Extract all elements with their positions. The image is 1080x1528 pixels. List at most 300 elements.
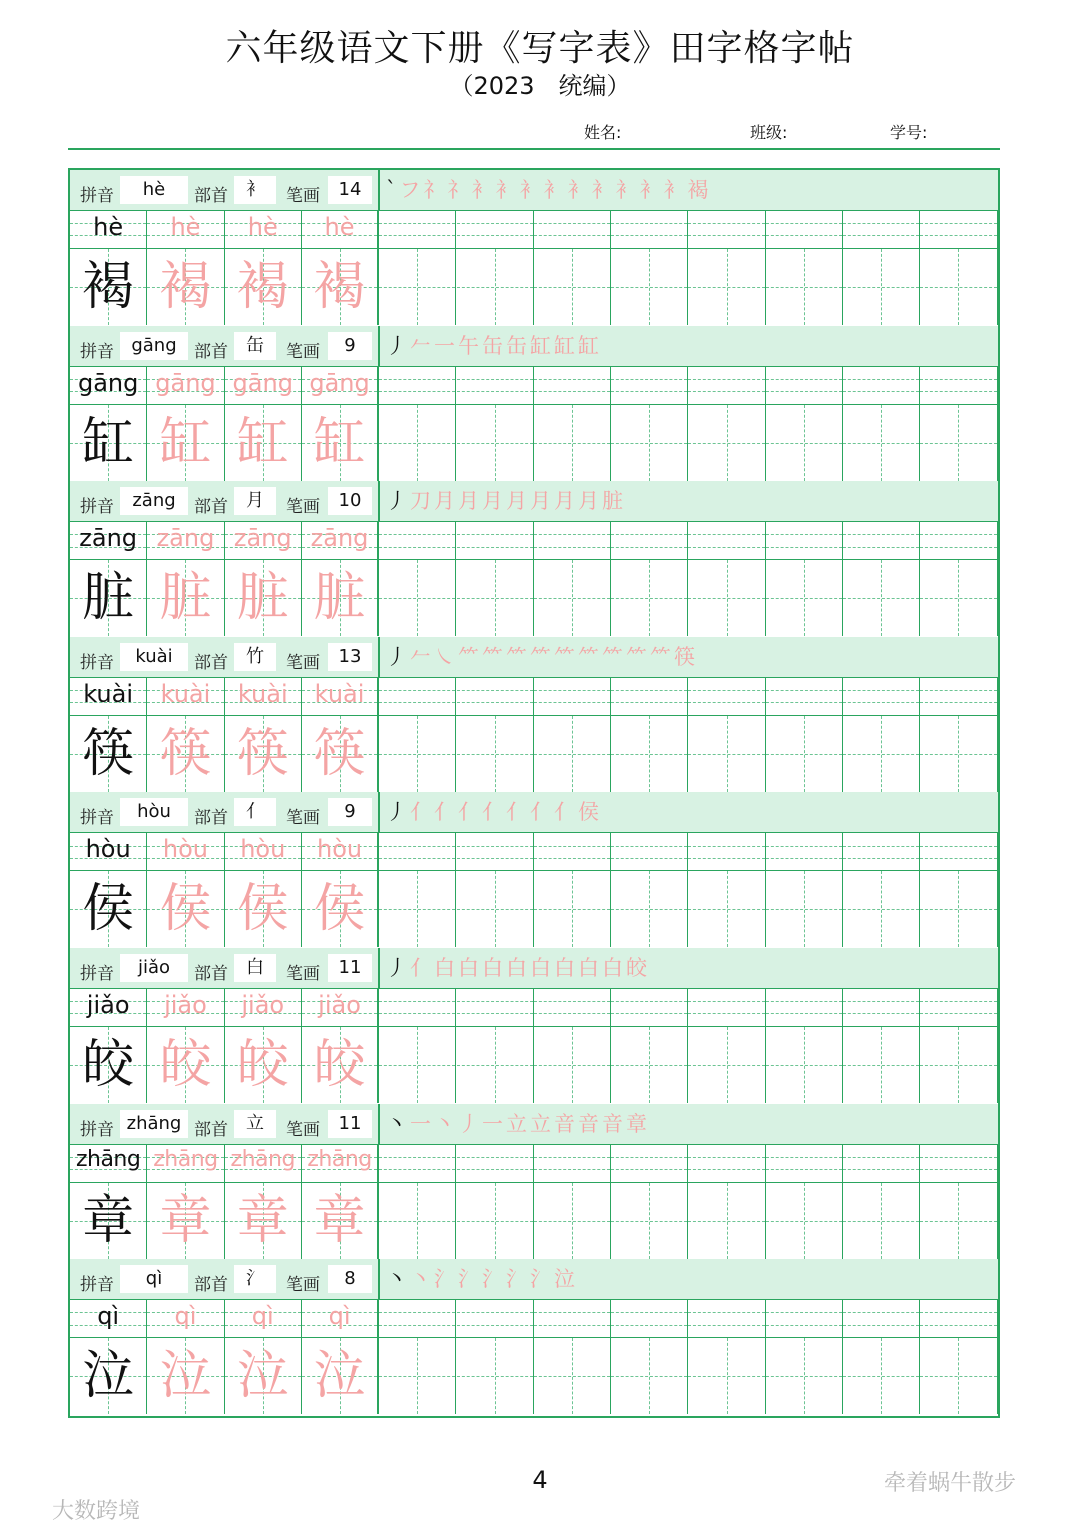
tianzige-cell[interactable] bbox=[534, 249, 611, 325]
radical-label: 部首 bbox=[194, 808, 228, 829]
character-model: 泣 bbox=[82, 1346, 135, 1407]
stroke-step: 礻 bbox=[423, 178, 448, 202]
stroke-step: 缶 bbox=[482, 333, 506, 358]
tianzige-cell bbox=[302, 871, 379, 947]
tianzige-cell[interactable] bbox=[534, 560, 611, 636]
stroke-step: 𠂉 bbox=[410, 333, 434, 358]
stroke-step: ⺮ bbox=[650, 644, 674, 669]
tianzige-cell[interactable] bbox=[611, 871, 688, 947]
tianzige-cell[interactable] bbox=[611, 405, 688, 481]
stroke-step: 泣 bbox=[554, 1267, 578, 1292]
tianzige-cell bbox=[302, 1027, 379, 1103]
pinyin-cell[interactable] bbox=[920, 367, 997, 404]
tianzige-cell[interactable] bbox=[920, 871, 997, 947]
pinyin-trace: qì bbox=[328, 1302, 351, 1331]
pinyin-cell[interactable] bbox=[611, 211, 688, 248]
character-trace: 脏 bbox=[236, 568, 289, 629]
tianzige-cell[interactable] bbox=[920, 1183, 997, 1259]
pinyin-cell[interactable] bbox=[457, 211, 534, 248]
radical-label: 部首 bbox=[194, 497, 228, 518]
tianzige-cell[interactable] bbox=[379, 871, 456, 947]
pinyin-cell[interactable] bbox=[843, 522, 920, 559]
pinyin-cell[interactable] bbox=[766, 1300, 843, 1337]
pinyin-cell bbox=[147, 1300, 224, 1337]
pinyin-cell bbox=[225, 522, 302, 559]
pinyin-trace: hè bbox=[324, 213, 355, 241]
stroke-step: 丿 bbox=[386, 800, 410, 825]
stroke-step: 丶 bbox=[410, 1267, 434, 1292]
character-block bbox=[70, 792, 998, 949]
tianzige-cell[interactable] bbox=[843, 716, 920, 792]
pinyin-cell[interactable] bbox=[688, 1145, 765, 1182]
pinyin-cell[interactable] bbox=[379, 1300, 456, 1337]
pinyin-value: jiǎo bbox=[120, 954, 188, 982]
pinyin-cell[interactable] bbox=[688, 367, 765, 404]
pinyin-cell[interactable] bbox=[611, 1145, 688, 1182]
pinyin-cell[interactable] bbox=[920, 522, 997, 559]
tianzige-cell[interactable] bbox=[457, 560, 534, 636]
tianzige-cell[interactable] bbox=[843, 405, 920, 481]
tianzige-cell bbox=[302, 1338, 379, 1414]
stroke-count-value: 9 bbox=[328, 798, 372, 826]
pinyin-trace: kuài bbox=[237, 679, 288, 708]
character-row bbox=[70, 1183, 998, 1259]
radical-value: 亻 bbox=[234, 798, 276, 826]
info-band bbox=[70, 326, 998, 367]
pinyin-cell[interactable] bbox=[534, 1300, 611, 1337]
pinyin-cell[interactable] bbox=[688, 678, 765, 715]
pinyin-cell[interactable] bbox=[843, 1145, 920, 1182]
character-trace: 泣 bbox=[236, 1346, 289, 1407]
student-fields bbox=[0, 120, 1080, 142]
tianzige-cell[interactable] bbox=[379, 1027, 456, 1103]
tianzige-cell[interactable] bbox=[534, 871, 611, 947]
pinyin-cell[interactable] bbox=[688, 989, 765, 1026]
pinyin-cell[interactable] bbox=[457, 522, 534, 559]
stroke-step: 白 bbox=[602, 956, 626, 980]
tianzige-cell[interactable] bbox=[843, 560, 920, 636]
stroke-step: ⺮ bbox=[530, 644, 554, 669]
pinyin-model: qì bbox=[97, 1302, 120, 1331]
character-row bbox=[70, 1027, 998, 1103]
band-divider bbox=[378, 948, 380, 988]
pinyin-trace: jiǎo bbox=[318, 991, 361, 1019]
character-block bbox=[70, 170, 998, 327]
pinyin-cell bbox=[225, 678, 302, 715]
stroke-step: 音 bbox=[554, 1111, 578, 1136]
tianzige-cell[interactable] bbox=[688, 716, 765, 792]
strokes-label: 笔画 bbox=[286, 652, 320, 673]
tianzige-cell bbox=[70, 871, 147, 947]
tianzige-cell[interactable] bbox=[379, 1183, 456, 1259]
tianzige-cell[interactable] bbox=[688, 249, 765, 325]
pinyin-cell[interactable] bbox=[843, 678, 920, 715]
pinyin-model: hòu bbox=[85, 835, 131, 864]
stroke-step: 褐 bbox=[687, 178, 712, 202]
tianzige-cell[interactable] bbox=[379, 405, 456, 481]
tianzige-cell[interactable] bbox=[379, 716, 456, 792]
student-id-label: 学号: bbox=[890, 123, 928, 142]
pinyin-row bbox=[70, 367, 998, 405]
pinyin-trace: zhāng bbox=[307, 1146, 372, 1172]
tianzige-cell bbox=[147, 1027, 224, 1103]
pinyin-cell[interactable] bbox=[611, 1300, 688, 1337]
tianzige-cell bbox=[225, 249, 302, 325]
stroke-step: 丿 bbox=[386, 489, 410, 514]
stroke-step: 衤 bbox=[519, 178, 544, 202]
pinyin-label: 拼音 bbox=[80, 808, 114, 829]
pinyin-cell[interactable] bbox=[457, 367, 534, 404]
tianzige-cell[interactable] bbox=[688, 405, 765, 481]
pinyin-trace: gāng bbox=[232, 368, 293, 397]
stroke-step: 白 bbox=[458, 956, 482, 980]
pinyin-cell[interactable] bbox=[843, 367, 920, 404]
pinyin-cell bbox=[225, 1145, 302, 1182]
pinyin-cell[interactable] bbox=[379, 833, 456, 870]
stroke-step: 亻 bbox=[530, 800, 554, 825]
tianzige-cell[interactable] bbox=[688, 1338, 765, 1414]
info-band bbox=[70, 170, 998, 211]
radical-value: 缶 bbox=[234, 332, 276, 360]
band-divider bbox=[378, 792, 380, 832]
pinyin-label: 拼音 bbox=[80, 964, 114, 984]
tianzige-cell[interactable] bbox=[534, 1183, 611, 1259]
pinyin-cell bbox=[225, 367, 302, 404]
tianzige-cell[interactable] bbox=[379, 249, 456, 325]
tianzige-cell bbox=[225, 560, 302, 636]
tianzige-cell[interactable] bbox=[457, 871, 534, 947]
pinyin-cell[interactable] bbox=[611, 522, 688, 559]
tianzige-cell[interactable] bbox=[920, 1027, 997, 1103]
tianzige-cell[interactable] bbox=[611, 560, 688, 636]
pinyin-cell bbox=[302, 1300, 379, 1337]
tianzige-cell[interactable] bbox=[457, 405, 534, 481]
stroke-order bbox=[386, 174, 996, 206]
stroke-step: 礻 bbox=[447, 178, 472, 202]
stroke-step: 月 bbox=[434, 489, 458, 514]
tianzige-cell[interactable] bbox=[766, 405, 843, 481]
tianzige-cell bbox=[70, 249, 147, 325]
pinyin-cell[interactable] bbox=[457, 833, 534, 870]
tianzige-cell[interactable] bbox=[379, 1338, 456, 1414]
pinyin-trace: hòu bbox=[240, 835, 286, 864]
pinyin-trace: gāng bbox=[155, 368, 216, 397]
radical-value: 白 bbox=[234, 954, 276, 982]
pinyin-cell[interactable] bbox=[457, 678, 534, 715]
stroke-step: 亻 bbox=[506, 800, 530, 825]
tianzige-cell[interactable] bbox=[766, 1338, 843, 1414]
pinyin-cell[interactable] bbox=[766, 522, 843, 559]
pinyin-cell[interactable] bbox=[457, 1300, 534, 1337]
pinyin-cell bbox=[302, 367, 379, 404]
character-model: 章 bbox=[82, 1190, 135, 1251]
character-row bbox=[70, 405, 998, 481]
strokes-label: 笔画 bbox=[286, 964, 320, 984]
stroke-step: 白 bbox=[506, 956, 530, 980]
stroke-step: 氵 bbox=[506, 1267, 530, 1292]
pinyin-cell[interactable] bbox=[534, 522, 611, 559]
band-divider bbox=[378, 326, 380, 366]
pinyin-cell[interactable] bbox=[611, 678, 688, 715]
tianzige-cell[interactable] bbox=[534, 1027, 611, 1103]
stroke-count-value: 11 bbox=[328, 1110, 372, 1138]
info-band bbox=[70, 1104, 998, 1145]
pinyin-row bbox=[70, 211, 998, 249]
pinyin-cell bbox=[302, 678, 379, 715]
tianzige-cell bbox=[147, 871, 224, 947]
pinyin-cell[interactable] bbox=[766, 833, 843, 870]
stroke-step: 𠂉 bbox=[410, 644, 434, 669]
strokes-label: 笔画 bbox=[286, 341, 320, 362]
character-trace: 褐 bbox=[313, 257, 366, 317]
tianzige-cell[interactable] bbox=[766, 871, 843, 947]
pinyin-cell bbox=[70, 678, 147, 715]
pinyin-cell[interactable] bbox=[457, 989, 534, 1026]
tianzige-cell[interactable] bbox=[457, 716, 534, 792]
stroke-step: 刀 bbox=[410, 489, 434, 514]
character-trace: 侯 bbox=[159, 879, 212, 940]
pinyin-cell[interactable] bbox=[766, 678, 843, 715]
pinyin-cell[interactable] bbox=[534, 211, 611, 248]
radical-value: 立 bbox=[234, 1110, 276, 1138]
info-band bbox=[70, 481, 998, 522]
band-divider bbox=[378, 1259, 380, 1299]
pinyin-cell[interactable] bbox=[920, 211, 997, 248]
pinyin-cell[interactable] bbox=[843, 833, 920, 870]
pinyin-trace: zhāng bbox=[230, 1146, 295, 1172]
page-subtitle: （2023 统编） bbox=[449, 72, 631, 100]
stroke-step: 丶 bbox=[386, 1267, 410, 1292]
stroke-step: 音 bbox=[602, 1111, 626, 1136]
character-trace: 章 bbox=[236, 1190, 289, 1251]
tianzige-cell[interactable] bbox=[688, 560, 765, 636]
pinyin-cell[interactable] bbox=[843, 211, 920, 248]
tianzige-cell[interactable] bbox=[920, 249, 997, 325]
tianzige-cell[interactable] bbox=[534, 716, 611, 792]
pinyin-trace: kuài bbox=[314, 679, 365, 708]
tianzige-cell bbox=[225, 405, 302, 481]
pinyin-cell[interactable] bbox=[534, 367, 611, 404]
tianzige-cell[interactable] bbox=[843, 1338, 920, 1414]
pinyin-cell[interactable] bbox=[688, 1300, 765, 1337]
pinyin-cell[interactable] bbox=[688, 833, 765, 870]
pinyin-cell[interactable] bbox=[920, 989, 997, 1026]
pinyin-label: 拼音 bbox=[80, 341, 114, 362]
pinyin-cell[interactable] bbox=[379, 367, 456, 404]
name-label: 姓名: bbox=[584, 123, 622, 142]
pinyin-cell[interactable] bbox=[766, 989, 843, 1026]
character-trace: 侯 bbox=[236, 879, 289, 940]
pinyin-cell[interactable] bbox=[379, 522, 456, 559]
tianzige-cell bbox=[225, 1027, 302, 1103]
strokes-label: 笔画 bbox=[286, 497, 320, 518]
tianzige-cell bbox=[147, 560, 224, 636]
tianzige-cell[interactable] bbox=[457, 1338, 534, 1414]
pinyin-cell[interactable] bbox=[534, 1145, 611, 1182]
pinyin-model: gāng bbox=[77, 368, 139, 397]
watermark-right: 牵着蜗牛散步 bbox=[884, 1471, 1017, 1496]
tianzige-cell[interactable] bbox=[611, 716, 688, 792]
pinyin-cell[interactable] bbox=[920, 1300, 997, 1337]
pinyin-cell[interactable] bbox=[379, 989, 456, 1026]
tianzige-cell[interactable] bbox=[766, 249, 843, 325]
band-divider bbox=[378, 481, 380, 521]
stroke-step: 音 bbox=[578, 1111, 602, 1136]
stroke-order bbox=[386, 796, 996, 828]
tianzige-cell[interactable] bbox=[920, 405, 997, 481]
pinyin-cell[interactable] bbox=[534, 678, 611, 715]
pinyin-cell[interactable] bbox=[534, 833, 611, 870]
stroke-step: 丿 bbox=[458, 1111, 482, 1136]
radical-label: 部首 bbox=[194, 1119, 228, 1140]
pinyin-cell[interactable] bbox=[379, 211, 456, 248]
pinyin-label: 拼音 bbox=[80, 1275, 114, 1296]
tianzige-cell bbox=[147, 405, 224, 481]
tianzige-cell[interactable] bbox=[843, 1183, 920, 1259]
pinyin-cell[interactable] bbox=[379, 1145, 456, 1182]
pinyin-trace: hè bbox=[170, 213, 201, 241]
pinyin-trace: zāng bbox=[233, 524, 292, 553]
tianzige-cell[interactable] bbox=[457, 1183, 534, 1259]
tianzige-cell[interactable] bbox=[688, 871, 765, 947]
pinyin-cell bbox=[70, 211, 147, 248]
pinyin-row bbox=[70, 522, 998, 560]
tianzige-cell bbox=[225, 1183, 302, 1259]
character-model: 脏 bbox=[82, 568, 135, 629]
tianzige-cell[interactable] bbox=[379, 560, 456, 636]
pinyin-cell[interactable] bbox=[920, 678, 997, 715]
pinyin-trace: zhāng bbox=[153, 1146, 218, 1172]
character-trace: 侯 bbox=[313, 879, 366, 940]
pinyin-cell[interactable] bbox=[688, 522, 765, 559]
tianzige-cell[interactable] bbox=[611, 249, 688, 325]
strokes-label: 笔画 bbox=[286, 1119, 320, 1140]
stroke-step: 缸 bbox=[578, 333, 602, 358]
tianzige-cell[interactable] bbox=[843, 249, 920, 325]
tianzige-cell[interactable] bbox=[611, 1183, 688, 1259]
tianzige-cell[interactable] bbox=[611, 1027, 688, 1103]
pinyin-cell[interactable] bbox=[843, 989, 920, 1026]
tianzige-cell bbox=[302, 560, 379, 636]
stroke-step: ⺮ bbox=[554, 644, 578, 669]
pinyin-cell[interactable] bbox=[920, 833, 997, 870]
stroke-step: 白 bbox=[554, 956, 578, 980]
pinyin-label: 拼音 bbox=[80, 186, 114, 206]
pinyin-cell bbox=[147, 989, 224, 1026]
tianzige-cell[interactable] bbox=[843, 871, 920, 947]
pinyin-cell[interactable] bbox=[766, 211, 843, 248]
pinyin-trace: qì bbox=[174, 1302, 197, 1331]
pinyin-cell bbox=[70, 1145, 147, 1182]
stroke-step: 丿 bbox=[386, 644, 410, 669]
tianzige-cell[interactable] bbox=[843, 1027, 920, 1103]
character-trace: 褐 bbox=[159, 257, 212, 317]
tianzige-cell bbox=[70, 1027, 147, 1103]
pinyin-cell[interactable] bbox=[379, 678, 456, 715]
tianzige-cell[interactable] bbox=[688, 1027, 765, 1103]
pinyin-cell[interactable] bbox=[766, 367, 843, 404]
tianzige-cell[interactable] bbox=[766, 1027, 843, 1103]
stroke-step: 丶 bbox=[386, 1111, 410, 1136]
strokes-label: 笔画 bbox=[286, 186, 320, 206]
pinyin-cell[interactable] bbox=[457, 1145, 534, 1182]
tianzige-cell bbox=[225, 716, 302, 792]
pinyin-cell[interactable] bbox=[611, 833, 688, 870]
tianzige-cell bbox=[70, 1183, 147, 1259]
stroke-step: ` bbox=[386, 178, 400, 202]
stroke-step: 衤 bbox=[663, 178, 688, 202]
pinyin-value: zāng bbox=[120, 487, 188, 515]
character-trace: 泣 bbox=[159, 1346, 212, 1407]
tianzige-cell[interactable] bbox=[920, 1338, 997, 1414]
radical-value: 竹 bbox=[234, 643, 276, 671]
radical-label: 部首 bbox=[194, 341, 228, 362]
pinyin-cell[interactable] bbox=[766, 1145, 843, 1182]
character-trace: 皎 bbox=[236, 1035, 289, 1095]
tianzige-cell bbox=[70, 560, 147, 636]
tianzige-cell[interactable] bbox=[688, 1183, 765, 1259]
pinyin-cell bbox=[70, 989, 147, 1026]
pinyin-trace: kuài bbox=[160, 679, 211, 708]
character-row bbox=[70, 716, 998, 792]
stroke-count-value: 9 bbox=[328, 332, 372, 360]
stroke-step: 一 bbox=[482, 1111, 506, 1136]
character-trace: 褐 bbox=[236, 257, 289, 317]
tianzige-cell[interactable] bbox=[766, 1183, 843, 1259]
tianzige-cell[interactable] bbox=[920, 560, 997, 636]
tianzige-cell[interactable] bbox=[920, 716, 997, 792]
pinyin-trace: gāng bbox=[309, 368, 370, 397]
tianzige-cell[interactable] bbox=[611, 1338, 688, 1414]
tianzige-cell bbox=[147, 716, 224, 792]
stroke-step: 丿 bbox=[386, 333, 410, 358]
stroke-step: 月 bbox=[482, 489, 506, 514]
pinyin-row bbox=[70, 1145, 998, 1183]
stroke-step: 衤 bbox=[639, 178, 664, 202]
stroke-order bbox=[386, 1108, 996, 1140]
pinyin-cell bbox=[147, 678, 224, 715]
pinyin-value: gāng bbox=[120, 332, 188, 360]
stroke-count-value: 10 bbox=[328, 487, 372, 515]
strokes-label: 笔画 bbox=[286, 808, 320, 829]
stroke-step: 衤 bbox=[471, 178, 496, 202]
pinyin-value: hè bbox=[120, 176, 188, 204]
tianzige-cell[interactable] bbox=[534, 405, 611, 481]
band-divider bbox=[378, 1104, 380, 1144]
tianzige-cell[interactable] bbox=[457, 1027, 534, 1103]
pinyin-cell[interactable] bbox=[688, 211, 765, 248]
tianzige-cell[interactable] bbox=[534, 1338, 611, 1414]
character-block bbox=[70, 637, 998, 794]
stroke-step: 衤 bbox=[495, 178, 520, 202]
character-block bbox=[70, 1104, 998, 1261]
stroke-count-value: 14 bbox=[328, 176, 372, 204]
pinyin-cell[interactable] bbox=[611, 367, 688, 404]
pinyin-cell[interactable] bbox=[611, 989, 688, 1026]
tianzige-cell[interactable] bbox=[457, 249, 534, 325]
pinyin-cell bbox=[147, 833, 224, 870]
tianzige-cell[interactable] bbox=[766, 560, 843, 636]
stroke-step: 丶 bbox=[434, 1111, 458, 1136]
stroke-step: 氵 bbox=[434, 1267, 458, 1292]
pinyin-cell[interactable] bbox=[843, 1300, 920, 1337]
tianzige-cell bbox=[147, 1338, 224, 1414]
radical-label: 部首 bbox=[194, 1275, 228, 1296]
pinyin-cell[interactable] bbox=[920, 1145, 997, 1182]
stroke-order bbox=[386, 952, 996, 984]
pinyin-cell[interactable] bbox=[534, 989, 611, 1026]
tianzige-cell[interactable] bbox=[766, 716, 843, 792]
